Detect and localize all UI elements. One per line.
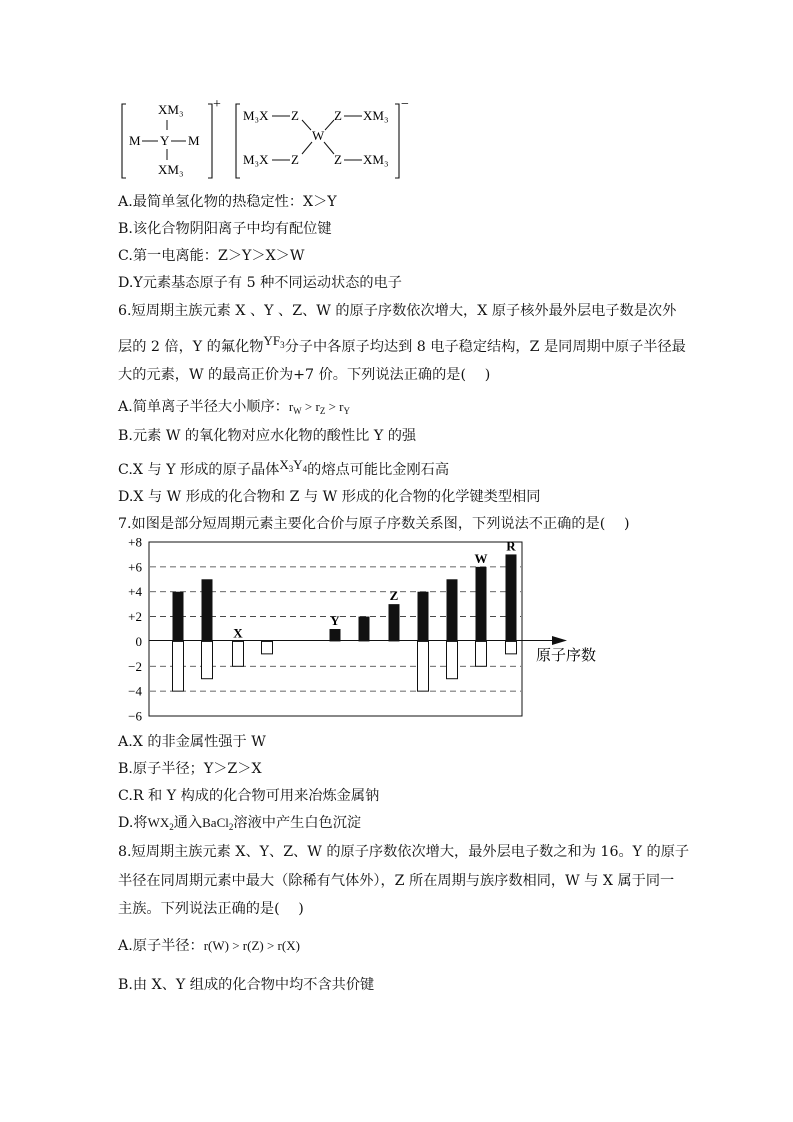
bar-positive [202, 579, 213, 641]
ion-structure-figure [112, 96, 422, 186]
y-tick-label: +2 [128, 609, 142, 625]
q6-radius-formula: $r_W > r_Z > r_Y$ [288, 399, 351, 416]
anion-bracket-left [236, 104, 240, 178]
anion-bracket-right [395, 104, 399, 178]
q7-option-a: A.X 的非金属性强于 W [118, 734, 266, 750]
bar-label: X [233, 625, 243, 641]
cation-top: XM₃ [158, 102, 184, 117]
y-tick-label: +8 [128, 536, 142, 550]
y-tick-label: 0 [135, 633, 142, 649]
valence-chart [112, 536, 672, 722]
q6-option-d: D.X 与 W 形成的化合物和 Z 与 W 形成的化合物的化学键类型相同 [118, 489, 541, 505]
bar-label: Y [330, 613, 340, 628]
bar-positive [476, 567, 487, 642]
bar-positive [506, 554, 517, 641]
anion-tl: M₃X [243, 108, 269, 123]
y-tick-label: −4 [128, 683, 142, 699]
bar-negative [233, 641, 244, 666]
q8-stem-line3: 主族。下列说法正确的是( ) [118, 901, 304, 917]
anion-tr: XM₃ [363, 108, 389, 123]
bar-negative [506, 641, 517, 653]
q8-stem-line1: 8.短周期主族元素 X、Y、Z、W 的原子序数依次增大，最外层电子数之和为 16。Y 的原子 [118, 844, 690, 860]
bar-positive [447, 579, 458, 641]
anion-center: W [312, 128, 325, 143]
bar-positive [389, 604, 400, 641]
anion-br: XM₃ [363, 152, 389, 167]
bar-label: Z [389, 588, 399, 604]
q5-option-b: B.该化合物阴阳离子中均有配位键 [118, 221, 332, 237]
anion-bl: M₃X [243, 152, 269, 167]
q6-x3y4-formula: $X_3Y_4$ [279, 457, 308, 474]
q6-stem-line2b: 分子中各原子均达到 8 电子稳定结构，Z 是同周期中原子半径最 [284, 339, 686, 355]
x-axis-label: 原子序数 [536, 646, 597, 664]
q5-option-c: C.第一电离能：Z＞Y＞X＞W [118, 248, 305, 264]
q5-option-a: A.最简单氢化物的热稳定性：X＞Y [118, 194, 337, 210]
anion-bz: Z [291, 152, 299, 167]
q8-option-a: A.原子半径：r(W) > r(Z) > r(X) [118, 938, 300, 954]
q7-stem: 7.如图是部分短周期元素主要化合价与原子序数关系图，下列说法不正确的是( ) [118, 516, 630, 532]
cation-center: Y [160, 133, 170, 148]
bar-negative [173, 641, 184, 691]
q8-stem-line2: 半径在同周期元素中最大（除稀有气体外），Z 所在周期与族序数相同，W 与 X 属于同一 [118, 873, 675, 889]
cation-left: M [129, 133, 141, 148]
q6-yf3-formula: $YF_3$ [263, 333, 285, 350]
cation-charge: + [213, 97, 221, 112]
q7-option-b: B.原子半径；Y＞Z＞X [118, 761, 262, 777]
bar-positive [359, 617, 370, 642]
q6-option-c: C.X 与 Y 形成的原子晶体$X_3Y_4$的熔点可能比金刚石高 [118, 457, 450, 478]
q6-stem-line1: 6.短周期主族元素 X 、Y 、Z、W 的原子序数依次增大，X 原子核外最外层电子数是次外 [118, 303, 677, 319]
bar-label: W [474, 550, 488, 566]
q6-stem-line2 [118, 333, 686, 356]
anion-tz: Z [291, 108, 299, 123]
bar-label: R [506, 538, 516, 554]
cation-right: M [188, 133, 200, 148]
bar-positive [173, 592, 184, 642]
q7-option-d: D.将$WX_2$通入BaCl$_2$溶液中产生白色沉淀 [118, 815, 362, 832]
bar-negative [447, 641, 458, 678]
bar-positive [418, 592, 429, 642]
cation-bracket-left [122, 104, 126, 178]
cation-bracket-right [208, 104, 212, 178]
anion-tz2: Z [334, 108, 342, 123]
anion-charge: − [401, 97, 409, 112]
y-tick-label: −2 [128, 658, 142, 674]
q6-stem-line3: 大的元素，W 的最高正价为+7 价。下列说法正确的是( ) [118, 367, 491, 383]
q5-option-d: D.Y元素基态原子有 5 种不同运动状态的电子 [118, 275, 402, 291]
y-tick-label: −6 [128, 708, 142, 722]
cation-bottom: XM₃ [158, 162, 184, 177]
bar-positive [330, 629, 341, 641]
q6-option-b: B.元素 W 的氧化物对应水化物的酸性比 Y 的强 [118, 428, 417, 444]
anion-bz2: Z [334, 152, 342, 167]
q8-radius-formula: r(W) > r(Z) > r(X) [203, 938, 300, 953]
bar-negative [418, 641, 429, 691]
bar-negative [262, 641, 273, 653]
x-axis-arrow [552, 636, 567, 645]
bar-negative [476, 641, 487, 666]
bar-negative [202, 641, 213, 678]
y-tick-label: +6 [128, 559, 142, 575]
y-tick-label: +4 [128, 584, 142, 600]
q7-wx2-formula: $WX_2$ [147, 815, 174, 832]
q7-option-c: C.R 和 Y 构成的化合物可用来冶炼金属钠 [118, 788, 380, 804]
q6-stem-line2a: 层的 2 倍，Y 的氟化物 [118, 339, 264, 355]
q6-option-a: A.简单离子半径大小顺序：$r_W > r_Z > r_Y$ [118, 399, 351, 416]
q8-option-b: B.由 X、Y 组成的化合物中均不含共价键 [118, 977, 375, 993]
q7-bacl2-formula: BaCl$_2$ [202, 815, 234, 832]
